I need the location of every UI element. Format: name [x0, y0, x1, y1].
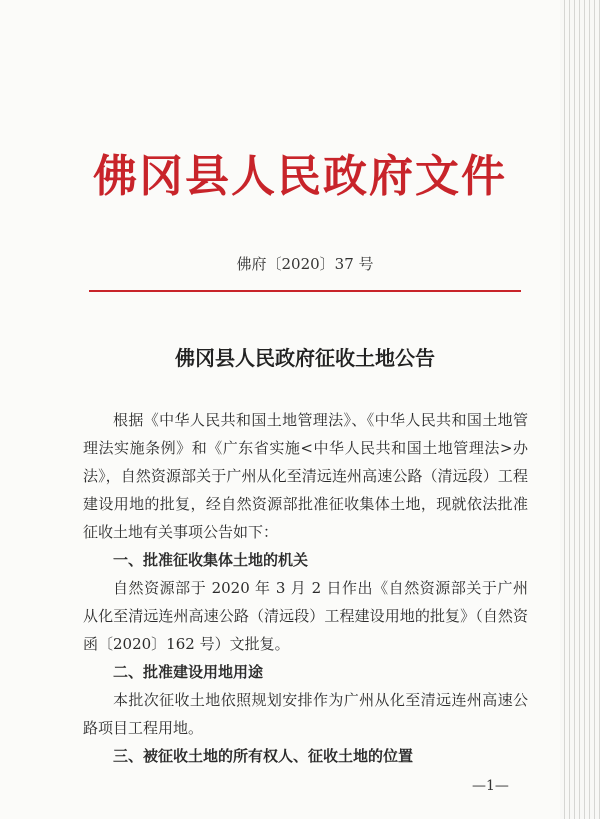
- notice-body: [83, 406, 528, 770]
- red-header-title: 佛冈县人民政府文件: [93, 151, 507, 202]
- section-heading-2: 二、批准建设用地用途: [113, 663, 264, 681]
- intro-paragraph: 根据《中华人民共和国土地管理法》、《中华人民共和国土地管理法实施条例》和《广东省实施<中华人民共和国土地管理法>办法》，自然资源部关于广州从化至清远连州高速公路（清远段）工程建设用地的批复，经自然资源部批准征收集体土地，现就依法批准征收土地有关事项公告如下：: [83, 411, 528, 541]
- document-number: 佛府〔2020〕37 号: [236, 255, 374, 273]
- section-heading-3: 三、被征收土地的所有权人、征收土地的位置: [113, 747, 414, 765]
- page-number: —1—: [472, 778, 509, 794]
- section-text-2: 本批次征收土地依照规划安排作为广州从化至清远连州高速公路项目工程用地。: [83, 691, 528, 737]
- notice-title: 佛冈县人民政府征收土地公告: [175, 346, 435, 370]
- red-divider-line: [89, 290, 521, 292]
- section-heading-1: 一、批准征收集体土地的机关: [113, 551, 309, 569]
- section-text-1: 自然资源部于 2020 年 3 月 2 日作出《自然资源部关于广州从化至清远连州高速公路（清远段）工程建设用地的批复》（自然资函〔2020〕162 号）文批复。: [83, 579, 528, 653]
- stacked-page-edges: [560, 0, 600, 819]
